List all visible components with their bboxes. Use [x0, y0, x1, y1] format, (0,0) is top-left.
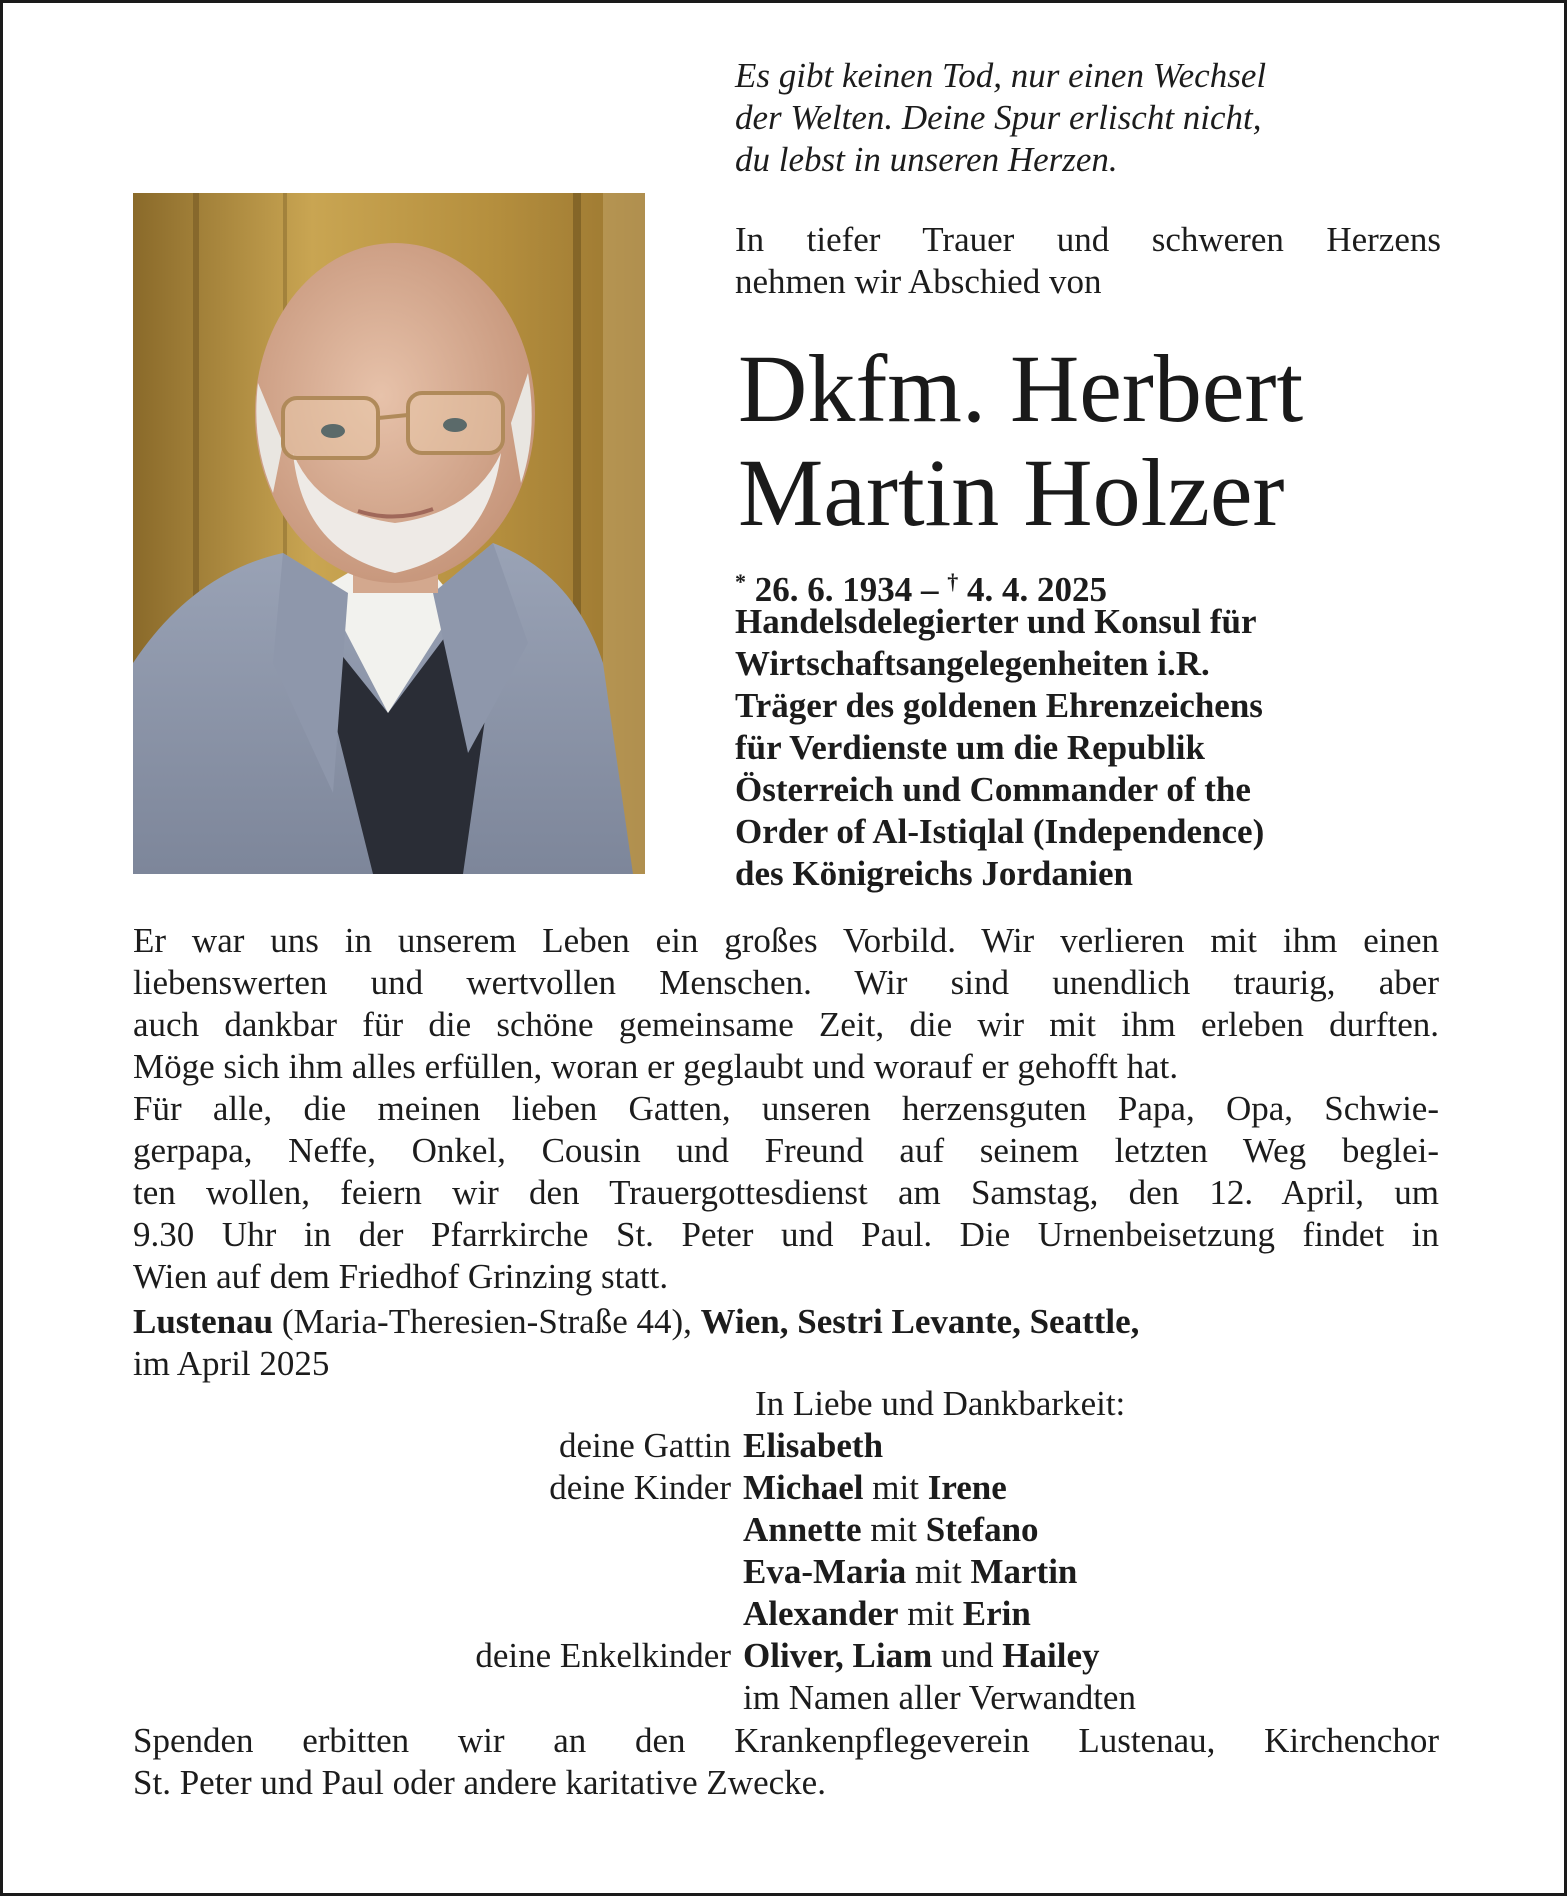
deceased-name — [738, 337, 1478, 545]
family-name: Hailey — [1002, 1636, 1100, 1675]
intro-line: In tiefer Trauer und schweren Herzens — [735, 220, 1441, 259]
family-role: deine Enkelkinder — [475, 1636, 731, 1675]
family-list — [133, 1425, 1433, 1719]
title-line: Österreich und Commander of the — [735, 770, 1251, 809]
family-row — [133, 1509, 1433, 1551]
signoff: In Liebe und Dankbarkeit: — [755, 1384, 1126, 1423]
family-row — [133, 1677, 1433, 1719]
family-role: deine Gattin — [558, 1426, 731, 1465]
donation-line: St. Peter und Paul oder andere karitative Zwecke. — [133, 1763, 826, 1802]
place-other: Wien, Sestri Levante, Seattle, — [700, 1302, 1140, 1341]
title-line: Träger des goldenen Ehrenzeichens — [735, 686, 1263, 725]
name-line-2: Martin Holzer — [738, 439, 1285, 546]
title-line: Wirtschaftsangelegenheiten i.R. — [735, 644, 1210, 683]
body-line: Für alle, die meinen lieben Gatten, unseren herzensguten Papa, Opa, Schwie- — [133, 1089, 1439, 1128]
place-line — [133, 1301, 1439, 1343]
family-name: Irene — [927, 1468, 1007, 1507]
family-name: Martin — [970, 1552, 1078, 1591]
place-and-date — [133, 1301, 1439, 1385]
family-name: Erin — [962, 1594, 1031, 1633]
family-name: Eva-Maria — [743, 1552, 907, 1591]
body-line: gerpapa, Neffe, Onkel, Cousin und Freund auf seinem letzten Weg beglei- — [133, 1131, 1439, 1170]
family-role: deine Kinder — [549, 1468, 731, 1507]
donation-line: Spenden erbitten wir an den Krankenpflegeverein Lustenau, Kirchenchor — [133, 1721, 1439, 1760]
family-connector: mit — [915, 1552, 962, 1591]
title-line: des Königreichs Jordanien — [735, 854, 1134, 893]
birth-symbol: * — [735, 569, 746, 594]
name-line-1: Dkfm. Herbert — [738, 335, 1304, 442]
motto-line: der Welten. Deine Spur erlischt nicht, — [735, 98, 1262, 137]
motto-line: du lebst in unseren Herzen. — [735, 140, 1118, 179]
family-name: Michael — [743, 1468, 864, 1507]
family-connector: und — [941, 1636, 994, 1675]
death-symbol: † — [947, 569, 959, 594]
intro-text — [735, 219, 1441, 303]
body-line: Möge sich ihm alles erfüllen, woran er geglaubt und worauf er gehofft hat. — [133, 1047, 1179, 1086]
birth-date: 26. 6. 1934 — [754, 570, 913, 609]
family-connector: mit — [870, 1510, 918, 1549]
place-town: Lustenau — [133, 1302, 274, 1341]
family-row — [133, 1635, 1433, 1677]
title-line: für Verdienste um die Republik — [735, 728, 1205, 767]
portrait-illustration — [133, 193, 645, 874]
body-line: ten wollen, feiern wir den Trauergottesdienst am Samstag, den 12. April, um — [133, 1173, 1439, 1212]
family-name: Oliver, Liam — [743, 1636, 933, 1675]
body-text — [133, 920, 1439, 1298]
donation-note — [133, 1720, 1439, 1804]
family-connector: mit — [872, 1468, 919, 1507]
motto-line: Es gibt keinen Tod, nur einen Wechsel — [735, 56, 1267, 95]
family-name: Stefano — [925, 1510, 1039, 1549]
family-row — [133, 1467, 1433, 1509]
portrait-photo — [133, 193, 645, 874]
family-row — [133, 1551, 1433, 1593]
title-line: Order of Al-Istiqlal (Independence) — [735, 812, 1265, 851]
title-line: Handelsdelegierter und Konsul für — [735, 602, 1257, 641]
family-row — [133, 1593, 1433, 1635]
family-connector: mit — [907, 1594, 954, 1633]
body-line: 9.30 Uhr in der Pfarrkirche St. Peter und Paul. Die Urnenbeisetzung findet in — [133, 1215, 1439, 1254]
body-line: auch dankbar für die schöne gemeinsame Zeit, die wir mit ihm erleben durften. — [133, 1005, 1439, 1044]
body-line: liebenswerten und wertvollen Menschen. Wir sind unendlich traurig, aber — [133, 963, 1439, 1002]
relatives-line: im Namen aller Verwandten — [743, 1678, 1136, 1717]
deceased-titles — [735, 601, 1455, 895]
motto-quote — [735, 55, 1375, 181]
intro-line: nehmen wir Abschied von — [735, 262, 1102, 301]
body-line: Wien auf dem Friedhof Grinzing statt. — [133, 1257, 669, 1296]
date-separator: – — [912, 570, 948, 609]
place-date: im April 2025 — [133, 1344, 330, 1383]
family-name: Alexander — [743, 1594, 899, 1633]
family-row — [133, 1425, 1433, 1467]
place-address: (Maria-Theresien-Straße 44), — [273, 1302, 701, 1341]
death-date: 4. 4. 2025 — [967, 570, 1107, 609]
body-line: Er war uns in unserem Leben ein großes Vorbild. Wir verlieren mit ihm einen — [133, 921, 1439, 960]
family-name: Annette — [743, 1510, 862, 1549]
family-name: Elisabeth — [743, 1426, 884, 1465]
